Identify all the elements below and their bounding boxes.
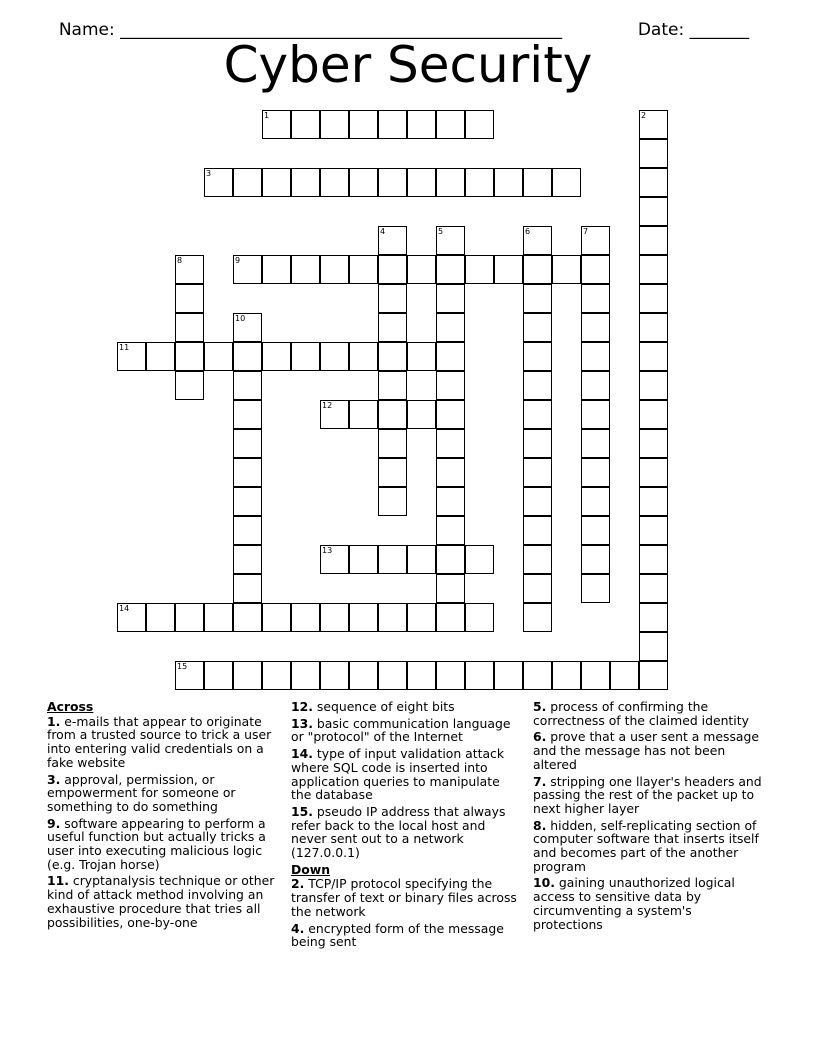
down-heading: Down (291, 861, 331, 877)
cell-number: 4 (380, 227, 386, 236)
grid-cell[interactable] (552, 661, 581, 690)
grid-cell[interactable] (523, 487, 552, 516)
grid-cell[interactable] (233, 545, 262, 574)
grid-cell[interactable] (639, 574, 668, 603)
grid-cell[interactable] (581, 284, 610, 313)
clue-number: 5. (533, 699, 547, 714)
grid-cell[interactable] (523, 458, 552, 487)
cell-number: 10 (235, 314, 246, 323)
name-label: Name: (58, 20, 121, 40)
grid-cell[interactable] (291, 661, 320, 690)
clue (47, 715, 283, 770)
grid-cell[interactable] (378, 110, 407, 139)
clue-number: 2. (291, 876, 305, 892)
grid-cell[interactable] (465, 661, 494, 690)
grid-cell[interactable] (233, 574, 262, 603)
grid-cell[interactable] (349, 168, 378, 197)
grid-cell[interactable] (581, 400, 610, 429)
grid-cell[interactable] (175, 284, 204, 313)
grid-cell[interactable] (146, 342, 175, 371)
grid-cell[interactable] (117, 342, 146, 371)
grid-cell[interactable] (378, 168, 407, 197)
grid-cell[interactable] (378, 284, 407, 313)
grid-cell[interactable] (523, 545, 552, 574)
clue-number: 1. (47, 713, 61, 729)
grid-cell[interactable] (581, 226, 610, 255)
grid-cell[interactable] (581, 661, 610, 690)
grid-cell[interactable] (407, 545, 436, 574)
grid-cell[interactable] (436, 226, 465, 255)
grid-cell[interactable] (262, 255, 291, 284)
clue-text: process of confirming the correctness of the claimed identity (533, 699, 749, 728)
grid-cell[interactable] (291, 255, 320, 284)
grid-cell[interactable] (639, 487, 668, 516)
grid-cell[interactable] (378, 429, 407, 458)
clue-text: TCP/IP protocol specifying the transfer of text or binary files across the network (291, 876, 517, 919)
clue-number: 4. (291, 920, 305, 936)
grid-cell[interactable] (639, 139, 668, 168)
grid-cell[interactable] (523, 226, 552, 255)
grid-cell[interactable] (378, 545, 407, 574)
grid-cell[interactable] (465, 168, 494, 197)
grid-cell[interactable] (233, 400, 262, 429)
clue (47, 817, 283, 872)
grid-cell[interactable] (233, 487, 262, 516)
grid-cell[interactable] (639, 313, 668, 342)
grid-cell[interactable] (233, 342, 262, 371)
grid-cell[interactable] (436, 342, 465, 371)
grid-cell[interactable] (523, 574, 552, 603)
grid-cell[interactable] (117, 603, 146, 632)
grid-cell[interactable] (175, 255, 204, 284)
clue-number: 7. (533, 773, 547, 789)
clue (47, 874, 283, 929)
grid-cell[interactable] (465, 603, 494, 632)
cell-number: 14 (119, 604, 130, 613)
grid-cell[interactable] (436, 255, 465, 284)
clue (291, 922, 521, 949)
across-heading: Across (47, 699, 94, 714)
clue-text: prove that a user sent a message and the message has not been altered (533, 729, 759, 772)
clue (533, 775, 763, 816)
clue-number: 15. (291, 803, 313, 819)
grid-cell[interactable] (436, 110, 465, 139)
clue-number: 12. (291, 699, 313, 714)
grid-cell[interactable] (436, 429, 465, 458)
grid-cell[interactable] (320, 342, 349, 371)
grid-cell[interactable] (291, 110, 320, 139)
grid-cell[interactable] (233, 255, 262, 284)
grid-cell[interactable] (233, 429, 262, 458)
clue (291, 700, 521, 714)
grid-cell[interactable] (436, 574, 465, 603)
grid-cell[interactable] (378, 400, 407, 429)
grid-cell[interactable] (494, 255, 523, 284)
grid-cell[interactable] (378, 255, 407, 284)
clue-number: 10. (533, 875, 555, 891)
grid-cell[interactable] (378, 458, 407, 487)
clue-text: basic communication language or "protocol" of the Internet (291, 715, 511, 745)
clue (533, 819, 763, 874)
grid-cell[interactable] (407, 342, 436, 371)
clue-text: cryptanalysis technique or other kind of attack method involving an exhaustive procedure that tries all possibilities, one-by-one (47, 873, 275, 930)
grid-cell[interactable] (465, 110, 494, 139)
grid-cell[interactable] (639, 603, 668, 632)
clue (291, 805, 521, 860)
cell-number: 6 (525, 227, 531, 236)
clue-number: 9. (47, 815, 61, 831)
clue-number: 8. (533, 817, 547, 833)
grid-cell[interactable] (523, 603, 552, 632)
grid-cell[interactable] (378, 313, 407, 342)
clue (533, 876, 763, 931)
grid-cell[interactable] (320, 545, 349, 574)
grid-cell[interactable] (581, 255, 610, 284)
grid-cell[interactable] (523, 429, 552, 458)
clue-text: pseudo IP address that always refer back to the local host and never sent out to a network (127.0.0.1) (291, 803, 506, 861)
clue-text: approval, permission, or empowerment for someone or something to do something (47, 771, 236, 814)
grid-cell[interactable] (523, 371, 552, 400)
across-clue-list-continued (291, 700, 521, 860)
grid-cell[interactable] (610, 661, 639, 690)
clue (47, 773, 283, 814)
clue-text: stripping one llayer's headers and passing the rest of the packet up to next higher layer (533, 773, 762, 816)
grid-cell[interactable] (523, 342, 552, 371)
grid-cell[interactable] (349, 545, 378, 574)
grid-cell[interactable] (349, 342, 378, 371)
cell-number: 1 (264, 111, 270, 120)
cell-number: 2 (641, 111, 647, 120)
clue-number: 3. (47, 771, 61, 787)
grid-cell[interactable] (378, 661, 407, 690)
grid-cell[interactable] (436, 545, 465, 574)
grid-cell[interactable] (523, 313, 552, 342)
page-title: Cyber Security (223, 36, 593, 94)
grid-cell[interactable] (204, 603, 233, 632)
clue (533, 700, 763, 727)
clue (291, 747, 521, 802)
grid-cell[interactable] (523, 255, 552, 284)
cell-number: 7 (583, 227, 589, 236)
clue-text: encrypted form of the message being sent (291, 920, 504, 950)
grid-cell[interactable] (320, 110, 349, 139)
grid-cell[interactable] (465, 545, 494, 574)
grid-cell[interactable] (639, 371, 668, 400)
clue-column-2 (291, 700, 521, 952)
clue-column-1 (47, 700, 283, 932)
grid-cell[interactable] (581, 342, 610, 371)
grid-cell[interactable] (494, 168, 523, 197)
grid-cell[interactable] (639, 226, 668, 255)
grid-cell[interactable] (639, 342, 668, 371)
down-clue-list (291, 877, 521, 949)
grid-cell[interactable] (262, 168, 291, 197)
grid-cell[interactable] (291, 168, 320, 197)
date-line[interactable]: _______ (689, 20, 750, 40)
down-clue-list-continued (533, 700, 763, 931)
grid-cell[interactable] (146, 603, 175, 632)
grid-cell[interactable] (233, 458, 262, 487)
clue (291, 877, 521, 918)
grid-cell[interactable] (436, 284, 465, 313)
grid-cell[interactable] (378, 487, 407, 516)
grid-cell[interactable] (320, 255, 349, 284)
clue-text: type of input validation attack where SQL code is inserted into application queries to manipulate the database (291, 746, 505, 803)
cell-number: 9 (235, 256, 241, 265)
grid-cell[interactable] (204, 342, 233, 371)
cell-number: 12 (322, 401, 333, 410)
grid-cell[interactable] (233, 661, 262, 690)
grid-cell[interactable] (378, 371, 407, 400)
grid-cell[interactable] (407, 110, 436, 139)
grid-cell[interactable] (581, 487, 610, 516)
clue-text: hidden, self-replicating section of computer software that inserts itself and becomes part of the another program (533, 817, 759, 874)
grid-cell[interactable] (639, 255, 668, 284)
grid-cell[interactable] (233, 371, 262, 400)
grid-cell[interactable] (378, 226, 407, 255)
grid-cell[interactable] (523, 661, 552, 690)
grid-cell[interactable] (175, 371, 204, 400)
grid-cell[interactable] (407, 168, 436, 197)
grid-cell[interactable] (523, 168, 552, 197)
grid-cell[interactable] (581, 574, 610, 603)
clue-number: 6. (533, 729, 547, 745)
grid-cell[interactable] (349, 400, 378, 429)
cell-number: 11 (119, 343, 130, 352)
grid-cell[interactable] (378, 342, 407, 371)
grid-cell[interactable] (262, 110, 291, 139)
grid-cell[interactable] (233, 313, 262, 342)
grid-cell[interactable] (523, 516, 552, 545)
grid-cell[interactable] (436, 168, 465, 197)
grid-cell[interactable] (436, 487, 465, 516)
grid-cell[interactable] (639, 545, 668, 574)
grid-cell[interactable] (349, 661, 378, 690)
grid-cell[interactable] (378, 603, 407, 632)
grid-cell[interactable] (175, 342, 204, 371)
grid-cell[interactable] (581, 371, 610, 400)
grid-cell[interactable] (639, 197, 668, 226)
clue-text: software appearing to perform a useful function but actually tricks a user into executing malicious logic (e.g. Trojan horse) (47, 815, 266, 872)
clue (291, 717, 521, 744)
grid-cell[interactable] (523, 400, 552, 429)
grid-cell[interactable] (436, 371, 465, 400)
grid-cell[interactable] (262, 661, 291, 690)
cell-number: 3 (206, 169, 212, 178)
grid-cell[interactable] (639, 516, 668, 545)
across-clue-list (47, 715, 283, 930)
grid-cell[interactable] (320, 603, 349, 632)
grid-cell[interactable] (581, 313, 610, 342)
grid-cell[interactable] (291, 342, 320, 371)
clue-column-3 (533, 700, 763, 934)
grid-cell[interactable] (233, 603, 262, 632)
grid-cell[interactable] (581, 458, 610, 487)
grid-cell[interactable] (204, 168, 233, 197)
cell-number: 15 (177, 662, 188, 671)
grid-cell[interactable] (639, 400, 668, 429)
date-label: Date: (637, 20, 690, 40)
grid-cell[interactable] (639, 110, 668, 139)
grid-cell[interactable] (639, 429, 668, 458)
grid-cell[interactable] (639, 168, 668, 197)
grid-cell[interactable] (436, 516, 465, 545)
grid-cell[interactable] (552, 168, 581, 197)
grid-cell[interactable] (436, 661, 465, 690)
grid-cell[interactable] (204, 661, 233, 690)
grid-cell[interactable] (349, 110, 378, 139)
grid-cell[interactable] (349, 255, 378, 284)
grid-cell[interactable] (639, 632, 668, 661)
clue-text: gaining unauthorized logical access to sensitive data by circumventing a system's protections (533, 875, 735, 932)
grid-cell[interactable] (581, 545, 610, 574)
grid-cell[interactable] (494, 661, 523, 690)
grid-cell[interactable] (233, 168, 262, 197)
grid-cell[interactable] (262, 603, 291, 632)
grid-cell[interactable] (465, 255, 494, 284)
grid-cell[interactable] (320, 661, 349, 690)
grid-cell[interactable] (320, 168, 349, 197)
grid-cell[interactable] (175, 603, 204, 632)
grid-cell[interactable] (436, 458, 465, 487)
grid-cell[interactable] (639, 458, 668, 487)
cell-number: 13 (322, 546, 333, 555)
grid-cell[interactable] (349, 603, 378, 632)
clue-text: sequence of eight bits (312, 699, 455, 714)
grid-cell[interactable] (639, 661, 668, 690)
grid-cell[interactable] (581, 516, 610, 545)
cell-number: 8 (177, 256, 183, 265)
grid-cell[interactable] (436, 400, 465, 429)
grid-cell[interactable] (291, 603, 320, 632)
clue-number: 14. (291, 746, 313, 762)
grid-cell[interactable] (436, 603, 465, 632)
cell-number: 5 (438, 227, 444, 236)
clue (533, 730, 763, 771)
grid-cell[interactable] (407, 661, 436, 690)
grid-cell[interactable] (175, 313, 204, 342)
grid-cell[interactable] (523, 284, 552, 313)
clue-number: 13. (291, 715, 313, 731)
grid-cell[interactable] (320, 400, 349, 429)
clue-number: 11. (47, 873, 69, 889)
grid-cell[interactable] (581, 429, 610, 458)
name-line[interactable]: ____________________________________________________ (120, 20, 563, 40)
grid-cell[interactable] (407, 400, 436, 429)
grid-cell[interactable] (639, 284, 668, 313)
grid-cell[interactable] (233, 516, 262, 545)
grid-cell[interactable] (407, 255, 436, 284)
grid-cell[interactable] (552, 255, 581, 284)
grid-cell[interactable] (262, 342, 291, 371)
grid-cell[interactable] (436, 313, 465, 342)
clue-text: e-mails that appear to originate from a trusted source to trick a user into entering valid credentials on a fake website (47, 713, 272, 770)
grid-cell[interactable] (175, 661, 204, 690)
grid-cell[interactable] (407, 603, 436, 632)
